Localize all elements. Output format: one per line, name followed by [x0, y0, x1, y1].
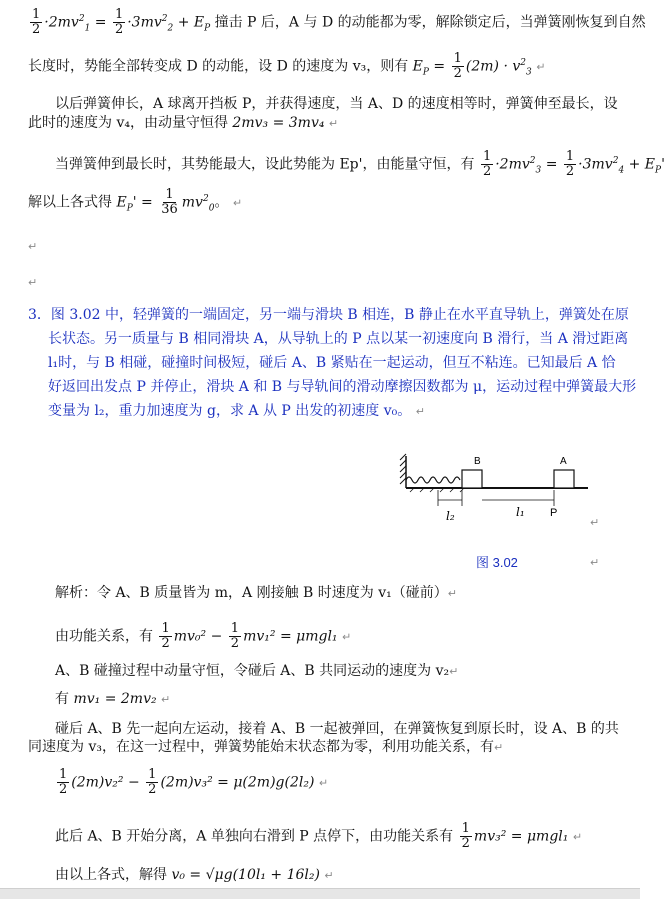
paragraph-mark: ↵ — [590, 556, 600, 569]
spring — [406, 477, 460, 483]
solution-equation: 有 mv₁ = 2mv₂ ↵ — [55, 691, 171, 707]
fraction-half: $\frac{1}{2}$ — [482, 149, 492, 179]
problem-line: 长状态。另一质量与 B 相同滑块 A，从导轨上的 P 点以某一初速度向 B 滑行，当 A 滑过距离 — [48, 331, 629, 347]
paragraph-mark: ↵ — [28, 276, 38, 289]
solution-line: A、B 碰撞过程中动量守恒，令碰后 A、B 共同运动的速度为 v₂↵ — [55, 663, 459, 679]
label-b: B — [474, 456, 481, 467]
fraction-half: $\frac{1}{2}$ — [59, 767, 68, 797]
label-p: P — [550, 507, 558, 519]
momentum-line: 此时的速度为 v₄，由动量守恒得 2mv₃ = 3mv₄ ↵ — [28, 115, 339, 131]
solution-equation: 由功能关系，有 $\frac{1}{2}$ mv₀² − $\frac{1}{2}$ mv₁² = μmgl₁ ↵ — [55, 621, 352, 651]
fraction-half: $\frac{1}{2}$ — [230, 621, 240, 651]
fraction-half: $\frac{1}{2}$ — [453, 51, 462, 81]
final-answer: 由以上各式，解得 v₀ = √μg(10l₁ + 16l₂) ↵ — [55, 867, 334, 883]
label-a: A — [560, 456, 567, 467]
fraction-half: $\frac{1}{2}$ — [461, 821, 470, 851]
block-a — [554, 470, 574, 488]
problem-line: 好返回出发点 P 并停止，滑块 A 和 B 与导轨间的滑动摩擦因数都为 μ，运动过程中弹簧最大形 — [48, 379, 637, 395]
spring-block-figure — [400, 450, 600, 532]
window-bottom-bar — [0, 888, 640, 899]
paragraph-line: 以后弹簧伸长，A 球离开挡板 P，并获得速度，当 A、D 的速度相等时，弹簧伸至最长，设 — [55, 96, 618, 112]
problem-line: 3．图 3.02 中，轻弹簧的一端固定，另一端与滑块 B 相连，B 静止在水平直导轨上，弹簧处在原 — [28, 307, 629, 323]
solution-equation: 此后 A、B 开始分离，A 单独向右滑到 P 点停下，由功能关系有 $\frac{1}{2}$ mv₃² = μmgl₁ ↵ — [55, 821, 583, 851]
fraction-half: $\frac{1}{2}$ — [161, 621, 170, 651]
solution-line: 同速度为 v₃，在这一过程中，弹簧势能始末状态都为零，利用功能关系，有↵ — [28, 739, 504, 755]
label-l1: l₁ — [516, 505, 525, 519]
potential-energy-line: 长度时，势能全部转变成 D 的动能，设 D 的速度为 v₃，则有 $E_P$ = $\frac{1}{2}$ $(2m) \cdot v^2_3$ ↵ — [28, 51, 546, 81]
max-energy-line: 当弹簧伸到最长时，其势能最大，设此势能为 Ep'，由能量守恒，有 $\frac{1}{2}$ $\cdot 2mv^2_3$ = $\frac{1}{2}$ $\cdot 3mv^2_4 + E_P'$ — [55, 149, 665, 179]
wall-hatch — [400, 454, 406, 484]
fraction-half: $\frac{1}{2}$ — [148, 767, 157, 797]
result-line: 解以上各式得 $E_P'$ = $\frac{1}{36}$ $mv^2_0$。 ↵ — [28, 187, 243, 217]
paragraph-mark: ↵ — [590, 516, 600, 529]
fraction-half: $\frac{1}{2}$ — [32, 7, 41, 37]
line-1-text: 撞击 P 后，A 与 D 的动能都为零，解除锁定后，当弹簧刚恢复到自然 — [214, 14, 646, 31]
label-l2: l₂ — [446, 509, 455, 523]
block-b — [462, 470, 482, 488]
problem-line: 变量为 l₂，重力加速度为 g，求 A 从 P 出发的初速度 v₀。 ↵ — [48, 403, 425, 419]
energy-equation-line: $\frac{1}{2}$ $\cdot 2mv^2_1$ = $\frac{1}{2}$ $\cdot 3mv^2_2 + E_P$ 撞击 P 后，A 与 D 的动能都为零，解除锁定后，当弹簧刚恢复到自然 — [32, 7, 646, 37]
solution-line: 碰后 A、B 先一起向左运动，接着 A、B 一起被弹回，在弹簧恢复到原长时，设 A、B 的共 — [55, 721, 619, 737]
solution-equation: $\frac{1}{2}$ (2m)v₂² − $\frac{1}{2}$ (2m)v₃² = μ(2m)g(2l₂) ↵ — [59, 767, 329, 797]
fraction-half: $\frac{1}{2}$ — [114, 7, 124, 37]
paragraph-mark: ↵ — [28, 240, 38, 253]
problem-line: l₁时，与 B 相碰，碰撞时间极短，碰后 A、B 紧贴在一起运动，但互不粘连。已知最后 A 恰 — [48, 355, 616, 371]
fraction-1-36: $\frac{1}{36}$ — [161, 187, 178, 217]
figure-caption: 图 3.02 — [476, 555, 518, 570]
fraction-half: $\frac{1}{2}$ — [565, 149, 575, 179]
solution-line: 解析：令 A、B 质量皆为 m，A 刚接触 B 时速度为 v₁（碰前）↵ — [55, 585, 457, 601]
